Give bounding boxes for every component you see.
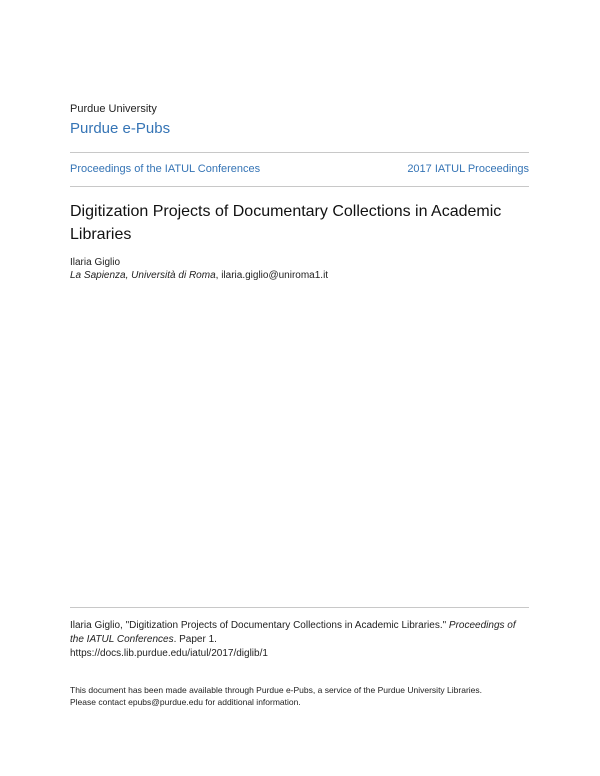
citation-block [70, 619, 532, 661]
affiliation-separator: , [215, 270, 222, 281]
collections-divider [70, 186, 529, 187]
author-name: Ilaria Giglio [70, 257, 121, 268]
repository-link[interactable]: Purdue e-Pubs [70, 120, 171, 137]
affiliation-institution: La Sapienza, Università di Roma [70, 270, 216, 281]
author-email: ilaria.giglio@uniroma1.it [221, 270, 329, 281]
citation-prefix: Ilaria Giglio, "Digitization Projects of Documentary Collections in Academic Libraries." [70, 620, 449, 631]
notice-line-2: Please contact epubs@purdue.edu for additional information. [70, 697, 301, 707]
year-proceedings-link[interactable]: 2017 IATUL Proceedings [407, 163, 529, 175]
author-affiliation [70, 270, 328, 281]
notice-line-1: This document has been made available through Purdue e-Pubs, a service of the Purdue University Libraries. [70, 685, 483, 695]
citation-divider [70, 607, 529, 608]
citation-journal: Proceedings of the IATUL Conferences [70, 620, 516, 645]
citation-url[interactable]: https://docs.lib.purdue.edu/iatul/2017/diglib/1 [70, 648, 268, 659]
top-divider [70, 152, 529, 153]
institution-name: Purdue University [70, 103, 157, 115]
citation-suffix: . Paper 1. [173, 634, 217, 645]
conference-proceedings-link[interactable]: Proceedings of the IATUL Conferences [70, 163, 261, 175]
paper-title: Digitization Projects of Documentary Collections in Academic Libraries [70, 203, 502, 243]
availability-notice [70, 684, 532, 708]
